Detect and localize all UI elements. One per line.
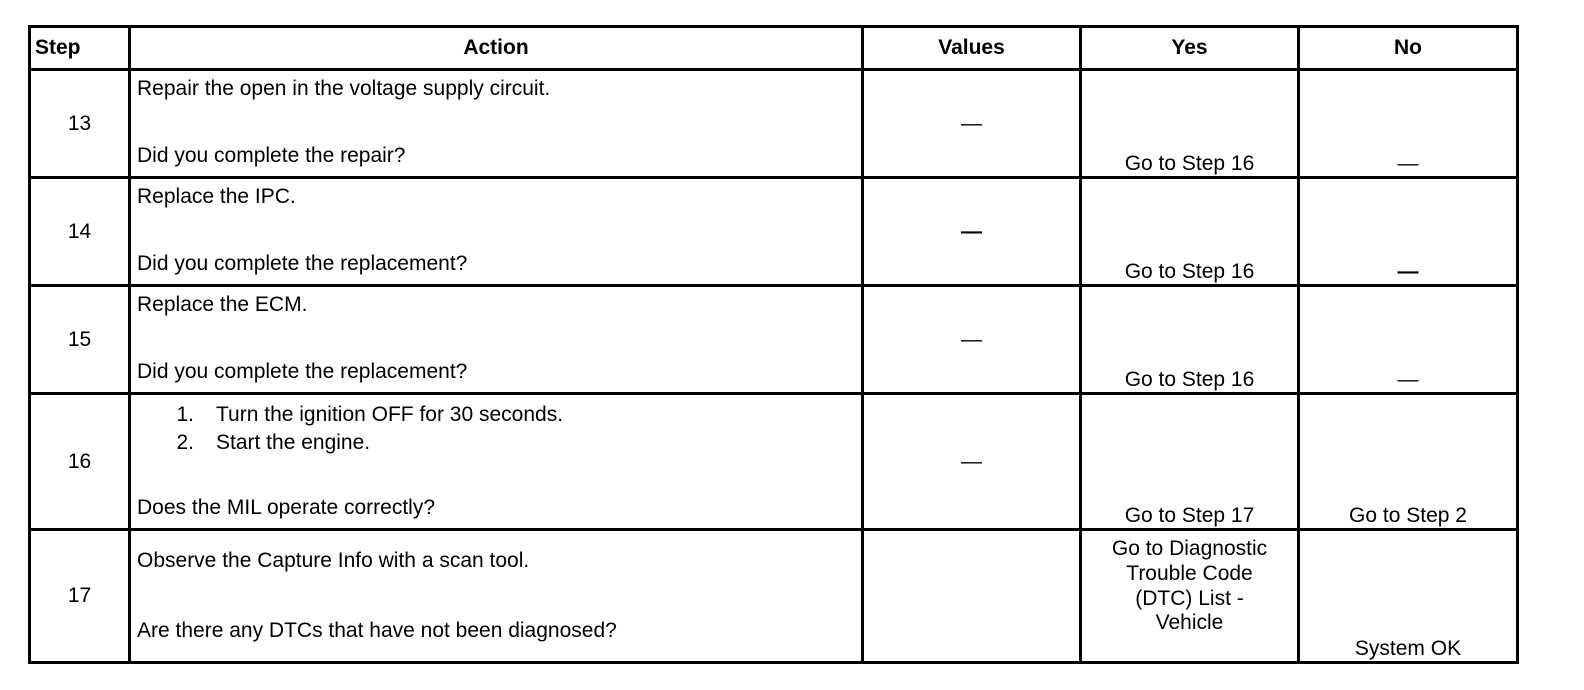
table-row	[30, 178, 1518, 286]
list-item-number: 1.	[176, 403, 194, 426]
step-number: 17	[30, 530, 130, 663]
header-values: Values	[863, 27, 1081, 70]
yes-line: Go to Diagnostic	[1111, 537, 1268, 560]
action-question: Did you complete the replacement?	[137, 252, 468, 275]
action-instruction: Replace the ECM.	[137, 293, 308, 316]
action-instruction: Replace the IPC.	[137, 185, 296, 208]
action-question: Are there any DTCs that have not been diagnosed?	[137, 619, 617, 642]
table-row	[30, 394, 1518, 530]
header-step: Step	[30, 27, 130, 70]
values-cell: —	[863, 394, 1081, 530]
header-no: No	[1299, 27, 1518, 70]
action-instruction: Repair the open in the voltage supply circuit.	[137, 77, 551, 100]
list-item-text: Turn the ignition OFF for 30 seconds.	[216, 403, 564, 426]
diagnostic-table	[28, 25, 1519, 664]
action-question: Did you complete the replacement?	[137, 360, 468, 383]
no-cell: —	[1299, 286, 1518, 394]
action-cell	[130, 70, 863, 178]
header-yes: Yes	[1081, 27, 1299, 70]
step-number: 15	[30, 286, 130, 394]
table-row	[30, 530, 1518, 663]
header-row	[30, 27, 1518, 70]
action-cell	[130, 286, 863, 394]
yes-cell: Go to Step 16	[1081, 178, 1299, 286]
action-cell	[130, 530, 863, 663]
action-question: Does the MIL operate correctly?	[137, 496, 436, 519]
list-item-number: 2.	[176, 431, 194, 455]
yes-line: Trouble Code	[1126, 561, 1253, 585]
step-number: 16	[30, 394, 130, 530]
action-cell	[130, 178, 863, 286]
list-item	[131, 429, 563, 457]
yes-cell: Go to Step 17	[1081, 394, 1299, 530]
no-cell: —	[1299, 178, 1518, 286]
yes-cell: Go to Step 16	[1081, 286, 1299, 394]
table-row	[30, 286, 1518, 394]
action-cell	[130, 394, 863, 530]
action-instruction: Observe the Capture Info with a scan tool.	[137, 549, 530, 572]
no-cell: System OK	[1299, 530, 1518, 663]
yes-cell	[1081, 530, 1299, 663]
step-number: 13	[30, 70, 130, 178]
no-cell: Go to Step 2	[1299, 394, 1518, 530]
values-cell: —	[863, 286, 1081, 394]
list-item	[131, 401, 563, 429]
header-action: Action	[130, 27, 863, 70]
list-item-text: Start the engine.	[216, 431, 371, 455]
values-cell: —	[863, 70, 1081, 178]
no-cell: —	[1299, 70, 1518, 178]
table-row	[30, 70, 1518, 178]
step-number: 14	[30, 178, 130, 286]
values-cell: —	[863, 178, 1081, 286]
values-cell	[863, 530, 1081, 663]
action-steps-list	[131, 401, 563, 458]
yes-line: Vehicle	[1155, 611, 1224, 635]
yes-cell: Go to Step 16	[1081, 70, 1299, 178]
yes-line: (DTC) List -	[1135, 586, 1244, 610]
action-question: Did you complete the repair?	[137, 144, 406, 167]
